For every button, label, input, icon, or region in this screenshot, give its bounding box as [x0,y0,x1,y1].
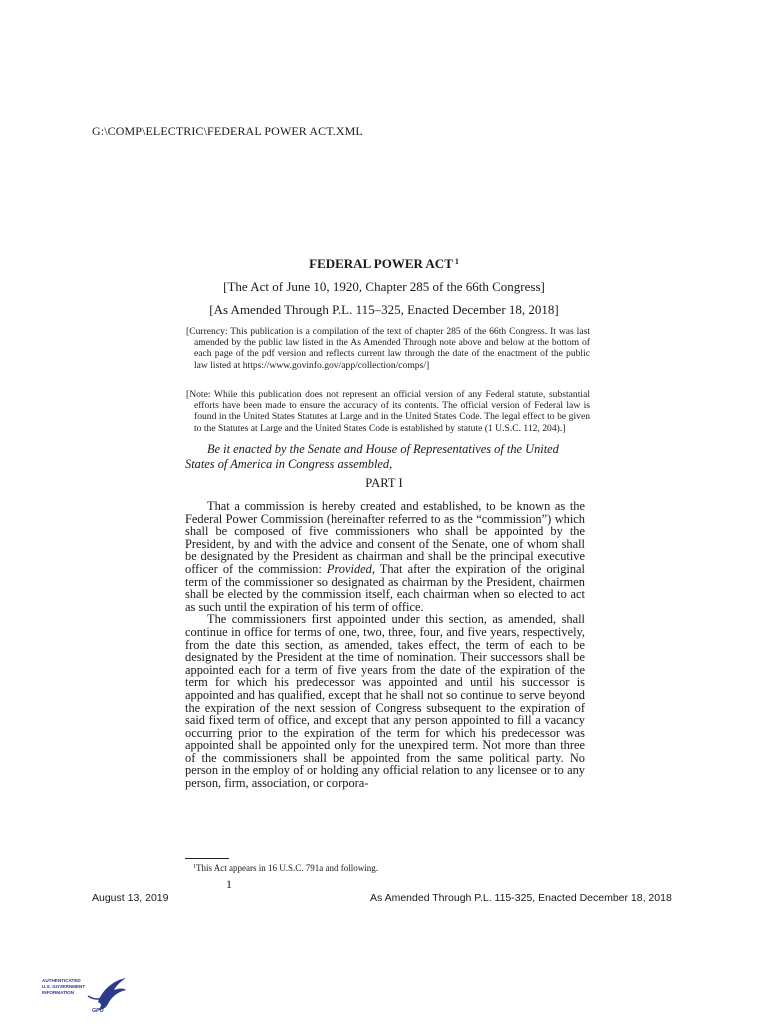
paragraph-1-proviso: Provided, [326,561,375,576]
document-title-text: FEDERAL POWER ACT [309,256,453,271]
paragraph-2: The commissioners first appointed under this section, as amended, shall continue in office for terms of one, two, three, four, and five years, respectively, from the date this section, as amended, takes effect, the term of each to be designated by the President at the time of nomination. Their successors shall be appointed each for a term of five years from the date of the expiration of the term for which his predecessor was appointed and until his successor is appointed and has qualified, except that he shall not so continue to serve beyond the expiration of the next session of Congress subsequent to the expiration of said fixed term of office, and except that any person appointed to fill a vacancy occurring prior to the expiration of the term for which his predecessor was appointed shall be appointed only for the unexpired term. Not more than three of the commissioners shall be appointed from the same political party. No person in the employ of or holding any official relation to any licensee or to any person, firm, association, or corpora- [185,612,585,791]
footnote-divider [185,858,229,859]
part-heading: PART I [365,476,403,490]
enacting-clause: Be it enacted by the Senate and House of Representatives of the United States of America in Congress assembled, [185,442,559,471]
amendment-citation: [As Amended Through P.L. 115–325, Enacted December 18, 2018] [209,302,559,317]
paragraph-1-end: That after the expiration of the original term of the commissioner so designated as chairman by the President, chairmen shall be elected by the commission itself, each chairman when so elected to act as such until the expiration of his term of office. [185,561,585,614]
currency-note-close-bracket: ] [426,359,430,371]
eagle-icon [98,978,126,1010]
currency-note-open-bracket: [ [186,326,190,337]
page-number: 1 [226,877,232,891]
title-footnote-marker: 1 [454,257,459,266]
paragraph-1 [185,500,585,613]
act-citation: [The Act of June 10, 1920, Chapter 285 of the 66th Congress] [223,279,545,294]
body-text [185,500,585,790]
official-version-note-text [186,389,590,434]
official-version-note-body: Note: While this publication does not represent an official version of any Federal statute, substantial efforts have been made to ensure the accuracy of its contents. The official version of Federal law is found in the United States Statutes at Large and in the United States Code. The legal effect to be given to the Statutes at Large and the United States Code is established by statute (1 U.S.C. 112, 204). [189,389,590,434]
footnote-text: This Act appears in 16 U.S.C. 791a and following. [196,863,378,873]
currency-note-body: Currency: This publication is a compilation of the text of chapter 285 of the 66th Congress. It was last amended by the public law listed in the As Amended Through note above and below at the bottom of each page of the pdf version and reflects current law through the date of the enactment of the public law listed at https://www.govinfo.gov/app/collection/comps/ [189,326,590,371]
gpo-authenticated-logo [40,972,130,1016]
file-path-header: G:\COMP\ELECTRIC\FEDERAL POWER ACT.XML [92,124,363,138]
gpo-logo-line-1: AUTHENTICATED [42,978,81,983]
footer-date: August 13, 2019 [92,892,169,904]
gpo-logo-mark: GPO [92,1008,104,1014]
footnote [193,863,378,873]
footer-amended-through: As Amended Through P.L. 115-325, Enacted December 18, 2018 [370,892,672,904]
paragraph-1-start: That a commission is hereby created and established, to be known as the Federal Power Commission (hereinafter referred to as the “commission”) which shall be composed of five commissioners who shall be appointed by the President, by and with the advice and consent of the Senate, one of whom shall be designated by the President as chairman and shall be the principal executive officer of the commission: [185,499,585,576]
currency-note [186,326,590,371]
footnote-marker: 1 [193,864,196,870]
gpo-logo-line-2: U.S. GOVERNMENT [42,984,86,989]
official-version-note [186,389,590,434]
official-version-note-close-bracket: ] [562,422,566,434]
gpo-logo-line-3: INFORMATION [42,990,75,995]
document-title [0,256,768,272]
official-version-note-open-bracket: [ [186,389,190,400]
currency-note-text [186,326,590,371]
